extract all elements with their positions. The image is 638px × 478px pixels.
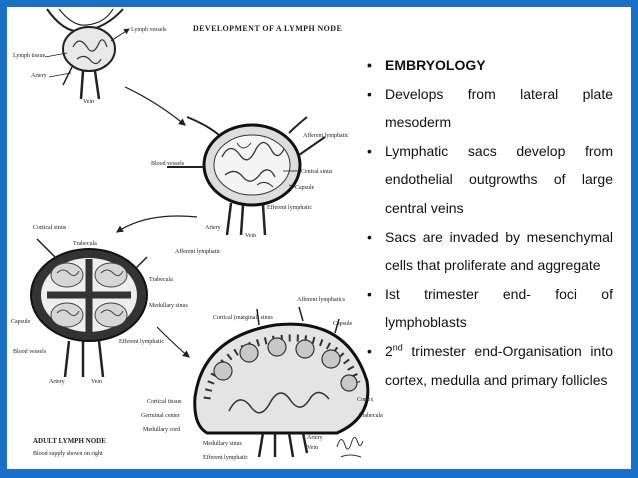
stage-4-adult-node xyxy=(195,307,368,457)
label-afferent-lymphatic-2: Afferent lymphatic xyxy=(175,249,221,255)
label-trabecula-2: Trabecula xyxy=(149,277,173,283)
label-capsule-2: Capsule xyxy=(11,319,31,325)
stage-3-node xyxy=(31,239,147,377)
label-vein-4: Vein xyxy=(307,445,318,451)
label-blood-vessels-1: Blood vessels xyxy=(151,161,185,167)
label-cortical-marginal-sinus: Cortical (marginal) sinus xyxy=(213,315,273,321)
label-germinal-center: Germinal center xyxy=(141,413,180,419)
label-medullary-sinus-2: Medullary sinus xyxy=(203,441,242,447)
label-vein-2: Vein xyxy=(245,233,256,239)
label-medullary-cord: Medullary cord xyxy=(143,427,181,433)
label-lymph-vessels: Lymph vessels xyxy=(131,27,167,33)
bullet-first-trimester: • Ist trimester end- foci of lymphoblasts xyxy=(363,280,613,337)
label-central-sinus: Central sinus xyxy=(301,169,333,175)
bullet-embryology: • EMBRYOLOGY xyxy=(363,51,613,80)
signature-mark xyxy=(337,437,363,457)
label-efferent-lymphatic-2: Efferent lymphatic xyxy=(119,339,165,345)
label-afferent-lymphatic: Afferent lymphatic xyxy=(303,133,349,139)
label-artery-2: Artery xyxy=(205,225,221,231)
label-cortical-tissue: Cortical tissue xyxy=(147,399,182,405)
diagram-title: DEVELOPMENT OF A LYMPH NODE xyxy=(193,24,343,33)
label-capsule-3: Capsule xyxy=(333,321,353,327)
label-vein-3: Vein xyxy=(91,379,102,385)
stage-2-node xyxy=(167,117,325,235)
bullet-list xyxy=(363,51,613,394)
bullet-lymphatic-sacs: • Lymphatic sacs develop from endothelial outgrowths of large central veins xyxy=(363,137,613,223)
ordinal-number: 2 xyxy=(385,342,393,359)
second-trimester-text: trimester end-Organisation into cortex, medulla and primary follicles xyxy=(385,342,613,388)
label-blood-vessels-2: Blood vessels xyxy=(13,349,47,355)
label-cortex: Cortex xyxy=(357,397,374,403)
label-artery-4: Artery xyxy=(307,435,323,441)
label-afferent-lymphatics: Afferent lymphatics xyxy=(297,297,346,303)
ordinal-suffix: nd xyxy=(392,342,403,353)
slide xyxy=(7,7,631,469)
label-medullary-sinus: Medullary sinus xyxy=(149,303,188,309)
label-efferent-lymphatic-1: Efferent lymphatic xyxy=(267,205,313,211)
bullet-second-trimester xyxy=(363,337,613,394)
label-artery-1: Artery xyxy=(31,73,47,79)
label-trabecula-1: Trabecula xyxy=(73,241,97,247)
label-trabecula-3: Trabecula xyxy=(359,413,383,419)
label-capsule-1: Capsule xyxy=(295,185,315,191)
caption-adult-lymph-node: ADULT LYMPH NODE xyxy=(33,437,106,445)
diagram-svg xyxy=(7,7,387,469)
bullet-mesenchymal-cells: • Sacs are invaded by mesenchymal cells that proliferate and aggregate xyxy=(363,223,613,280)
lymph-node-development-diagram xyxy=(7,7,387,469)
label-efferent-lymphatic-3: Efferent lymphatic xyxy=(203,455,249,461)
label-cortical-sinus: Cortical sinus xyxy=(33,225,67,231)
bullet-lateral-plate-mesoderm: • Develops from lateral plate mesoderm xyxy=(363,80,613,137)
label-artery-3: Artery xyxy=(49,379,65,385)
label-vein-1: Vein xyxy=(83,99,94,105)
caption-blood-supply: Blood supply shown on right xyxy=(33,451,103,457)
label-lymph-tissue: Lymph tissue xyxy=(13,53,46,59)
